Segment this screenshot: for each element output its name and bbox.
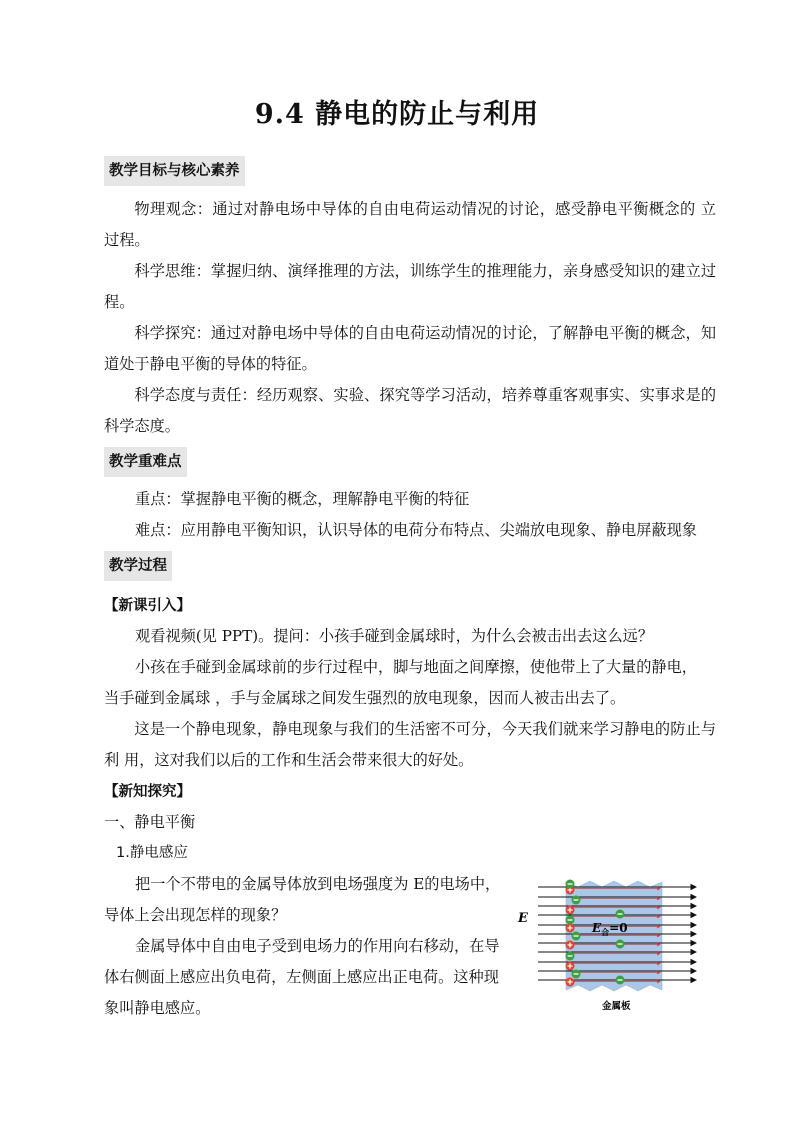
page-title: 9.4 静电的防止与利用 [254, 99, 540, 130]
question-line: 把一个不带电的金属导体放到电场强度为 E的电场中， [135, 875, 501, 893]
intro-paragraph: 这是一个静电现象，静电现象与我们的生活密不可分，今天我们就来学习静电的防止与利 用，这对我们以后的工作和生活会带来很大的好处。 [104, 720, 716, 769]
explore-label: 【新知探究】 [104, 783, 191, 800]
objective-attitude: 科学态度与责任：经历观察、实验、探究等学习活动，培养尊重客观事实、实事求是的科学态度。 [104, 386, 716, 435]
intro-line: 当手碰到金属球 ，手与金属球之间发生强烈的放电现象，因而人被击出去了。 [104, 689, 626, 707]
field-label: E [518, 911, 528, 926]
difficult-points: 难点：应用静电平衡知识，认识导体的电荷分布特点、尖端放电现象、静电屏蔽现象 [135, 521, 697, 539]
process-heading: 教学过程 [104, 551, 172, 581]
answer-line: 金属导体中自由电子受到电场力的作用向右移动，在导 [135, 937, 500, 955]
difficulty-heading: 教学重难点 [104, 447, 187, 477]
section-heading: 一、静电平衡 [104, 813, 196, 831]
key-points: 重点：掌握静电平衡的概念，理解静电平衡的特征 [135, 490, 470, 508]
inner-field-label: $E_合=0$ [592, 921, 628, 937]
question-line: 导体上会出现怎样的现象？ [104, 906, 287, 924]
intro-line: 观看视频(见 PPT)。提问：小孩手碰到金属球时，为什么会被击出去这么远？ [135, 627, 654, 645]
objectives-heading: 教学目标与核心素养 [104, 156, 245, 186]
answer-line: 体右侧面上感应出负电荷，左侧面上感应出正电荷。这种现 [104, 968, 499, 986]
intro-label: 【新课引入】 [104, 597, 191, 614]
plate-label: 金属板 [602, 1001, 631, 1012]
objective-scientific-inquiry: 科学探究：通过对静电场中导体的自由电荷运动情况的讨论，了解静电平衡的概念，知道处于静电平衡的导体的特征。 [104, 324, 716, 373]
answer-line: 象叫静电感应。 [104, 999, 211, 1017]
objective-physics-concept: 物理观念：通过对静电场中导体的自由电荷运动情况的讨论，感受静电平衡概念的 立过程。 [104, 200, 716, 249]
subsection-heading: 1.静电感应 [116, 845, 188, 861]
intro-line: 小孩在手碰到金属球前的步行过程中，脚与地面之间摩擦，使他带上了大量的静电， [135, 658, 697, 676]
objective-scientific-thinking: 科学思维：掌握归纳、演绎推理的方法，训练学生的推理能力，亲身感受知识的建立过程。 [104, 262, 716, 311]
electrostatic-induction-figure [518, 870, 708, 1020]
